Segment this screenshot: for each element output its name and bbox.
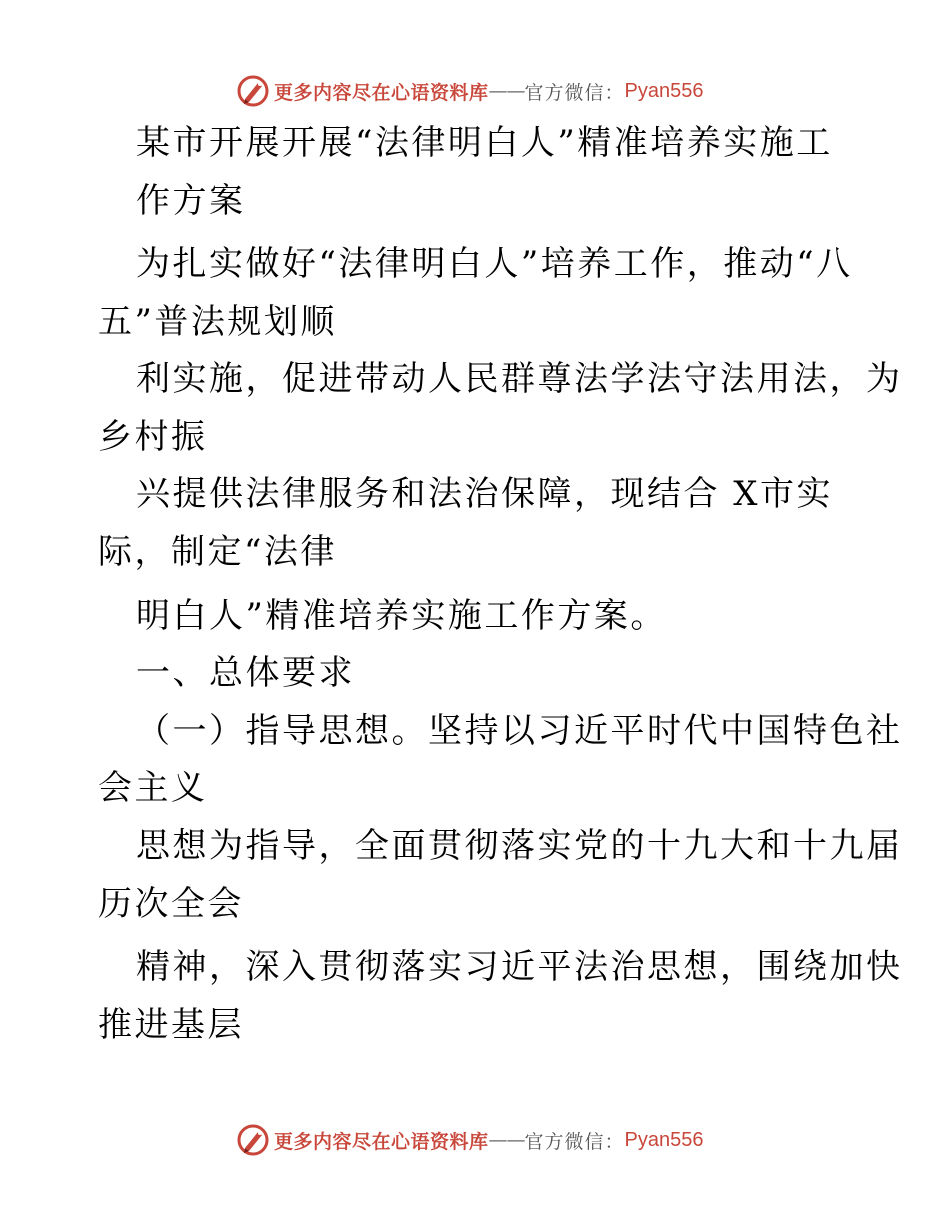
footer-watermark <box>236 1122 704 1158</box>
document-text-line: 兴提供法律服务和法治保障，现结合 X市实 <box>136 474 834 514</box>
document-text-line: 为扎实做好“法律明白人”培养工作，推动“八 <box>136 244 853 284</box>
document-text-line: 思想为指导，全面贯彻落实党的十九大和十九届 <box>136 826 903 866</box>
watermark-dash: —— <box>488 1129 525 1151</box>
document-text-line: 会主义 <box>98 768 208 808</box>
pen-logo-icon <box>236 74 270 108</box>
watermark-promo-text: 更多内容尽在心语资料库 <box>274 81 489 104</box>
watermark-promo-text: 更多内容尽在心语资料库 <box>274 1130 489 1153</box>
document-text-line: 际，制定“法律 <box>98 532 337 572</box>
document-text-line: 明白人”精准培养实施工作方案。 <box>136 596 667 636</box>
document-text-line: 精神，深入贯彻落实习近平法治思想，围绕加快 <box>136 947 903 987</box>
watermark-contact-id: Pyan556 <box>624 1128 704 1151</box>
document-section-heading: 一、总体要求 <box>136 653 355 693</box>
watermark-dash: —— <box>488 80 525 102</box>
document-text-line: 乡村振 <box>98 417 208 457</box>
document-text-line: 利实施，促进带动人民群尊法学法守法用法，为 <box>136 359 903 399</box>
pen-logo-icon <box>236 1123 270 1157</box>
document-text-line: 五”普法规划顺 <box>98 302 337 342</box>
watermark-contact-label: 官方微信： <box>524 1130 625 1153</box>
document-subsection-heading: （一）指导思想。坚持以习近平时代中国特色社 <box>136 711 903 751</box>
watermark-contact-id: Pyan556 <box>624 79 704 102</box>
document-text-line: 历次全会 <box>98 884 244 924</box>
watermark-contact-label: 官方微信： <box>524 81 625 104</box>
header-watermark <box>236 73 704 109</box>
document-title-line-2: 作方案 <box>136 181 246 221</box>
document-title-line-1: 某市开展开展“法律明白人”精准培养实施工 <box>136 123 833 163</box>
document-text-line: 推进基层 <box>98 1005 244 1045</box>
